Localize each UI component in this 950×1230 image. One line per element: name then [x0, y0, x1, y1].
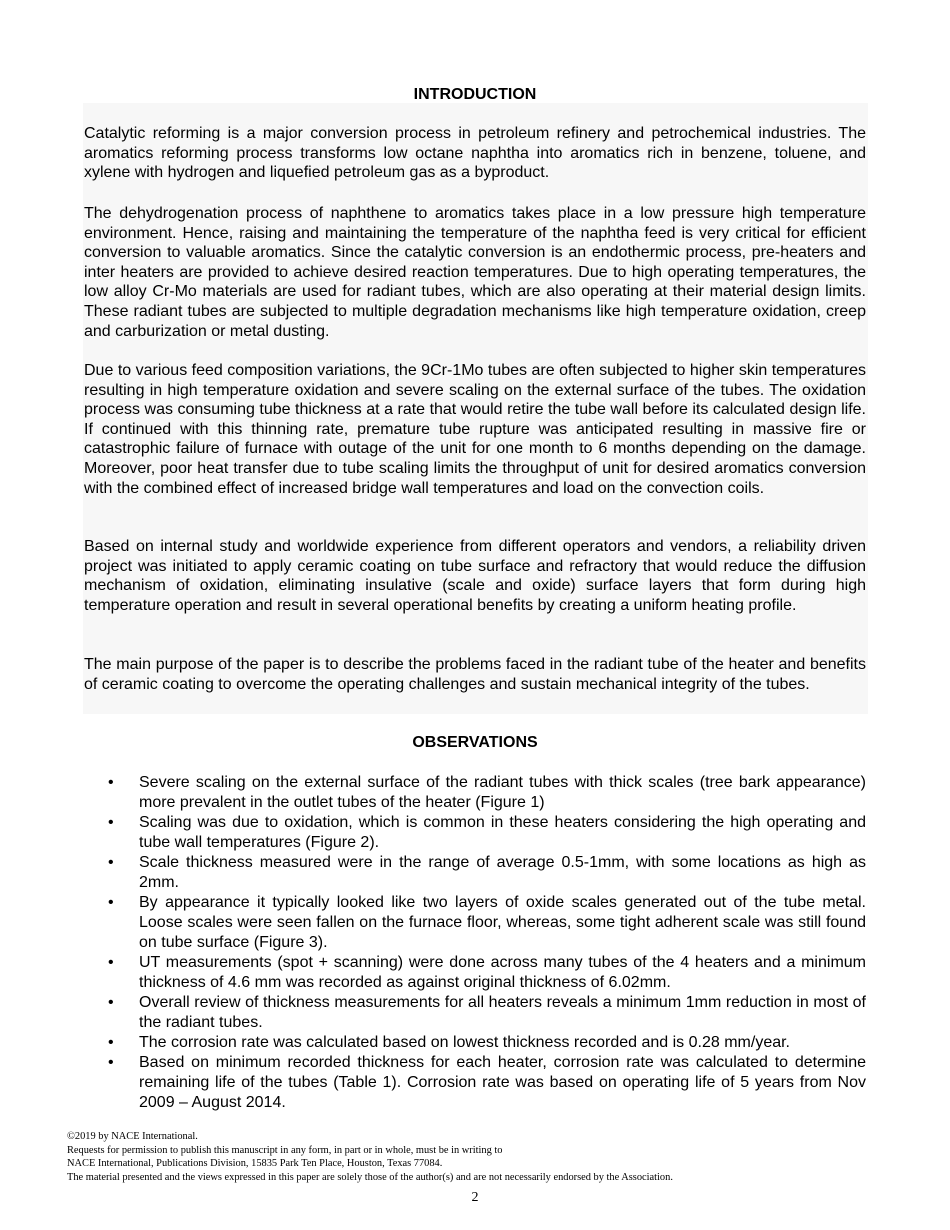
- bullet-icon: •: [108, 1054, 114, 1071]
- footer-address: NACE International, Publications Division, 15835 Park Ten Place, Houston, Texas 77084.: [67, 1158, 443, 1170]
- list-item: [108, 1053, 866, 1113]
- bullet-icon: •: [108, 994, 114, 1011]
- bullet-icon: •: [108, 774, 114, 791]
- bullet-icon: •: [108, 854, 114, 871]
- list-item-text: Severe scaling on the external surface of the radiant tubes with thick scales (tree bark appearance) more prevalent in the outlet tubes of the heater (Figure 1): [139, 774, 866, 811]
- intro-paragraph-2: The dehydrogenation process of naphthene to aromatics takes place in a low pressure high temperature environment. Hence, raising and maintaining the temperature of the naphtha feed is very critical for efficient conversion to valuable aromatics. Since the catalytic conversion is an endothermic process, pre-heaters and inter heaters are provided to achieve desired reaction temperatures. Due to high operating temperatures, the low alloy Cr-Mo materials are used for radiant tubes, which are also operating at their material design limits. These radiant tubes are subjected to multiple degradation mechanisms like high temperature oxidation, creep and carburization or metal dusting.: [84, 205, 866, 340]
- intro-paragraph-5: The main purpose of the paper is to describe the problems faced in the radiant tube of the heater and benefits of ceramic coating to overcome the operating challenges and sustain mechanical integrity of the tubes.: [84, 656, 866, 693]
- bullet-icon: •: [108, 814, 114, 831]
- footer-copyright: ©2019 by NACE International.: [67, 1131, 198, 1142]
- intro-paragraph-3: Due to various feed composition variations, the 9Cr-1Mo tubes are often subjected to higher skin temperatures resulting in high temperature oxidation and severe scaling on the external surface of the tubes. The oxidation process was consuming tube thickness at a rate that would retire the tube wall before its calculated design life. If continued with this thinning rate, premature tube rupture was anticipated resulting in massive fire or catastrophic failure of furnace with outage of the unit for one month to 6 months depending on the damage. Moreover, poor heat transfer due to tube scaling limits the throughput of unit for desired aromatics conversion with the combined effect of increased bridge wall temperatures and load on the convection coils.: [84, 362, 866, 497]
- page-footer: [67, 1130, 907, 1184]
- list-item-text: Scaling was due to oxidation, which is common in these heaters considering the high operating and tube wall temperatures (Figure 2).: [139, 814, 866, 851]
- list-item-text: Based on minimum recorded thickness for each heater, corrosion rate was calculated to determine remaining life of the tubes (Table 1). Corrosion rate was based on operating life of 5 years from Nov 2009 – August 2014.: [139, 1054, 866, 1111]
- list-item-text: UT measurements (spot + scanning) were done across many tubes of the 4 heaters and a minimum thickness of 4.6 mm was recorded as against original thickness of 6.02mm.: [139, 954, 866, 991]
- observations-heading: OBSERVATIONS: [412, 734, 538, 751]
- list-item: [108, 893, 866, 953]
- bullet-icon: •: [108, 1034, 114, 1051]
- intro-paragraph-4: Based on internal study and worldwide experience from different operators and vendors, a reliability driven project was initiated to apply ceramic coating on tube surface and refractory that would reduce the diffusion mechanism of oxidation, eliminating insulative (scale and oxide) surface layers that form during high temperature operation and result in several operational benefits by creating a uniform heating profile.: [84, 538, 866, 614]
- list-item-text: The corrosion rate was calculated based on lowest thickness recorded and is 0.28 mm/year.: [139, 1034, 790, 1051]
- page-number: 2: [471, 1190, 479, 1205]
- intro-paragraph-1: Catalytic reforming is a major conversion process in petroleum refinery and petrochemical industries. The aromatics reforming process transforms low octane naphtha into aromatics rich in benzene, toluene, and xylene with hydrogen and liquefied petroleum gas as a byproduct.: [84, 125, 866, 182]
- bullet-icon: •: [108, 894, 114, 911]
- list-item-text: By appearance it typically looked like two layers of oxide scales generated out of the tube metal. Loose scales were seen fallen on the furnace floor, whereas, some tight adherent scale was still found on tube surface (Figure 3).: [139, 894, 866, 951]
- list-item-text: Overall review of thickness measurements for all heaters reveals a minimum 1mm reduction in most of the radiant tubes.: [139, 994, 866, 1031]
- list-item: [108, 953, 866, 993]
- list-item: [108, 813, 866, 853]
- list-item: [108, 993, 866, 1033]
- list-item: [108, 1033, 866, 1053]
- list-item: [108, 853, 866, 893]
- list-item: [108, 773, 866, 813]
- observations-list: [108, 773, 866, 1113]
- introduction-heading: INTRODUCTION: [413, 86, 537, 103]
- list-item-text: Scale thickness measured were in the range of average 0.5-1mm, with some locations as high as 2mm.: [139, 854, 866, 891]
- footer-permission: Requests for permission to publish this manuscript in any form, in part or in whole, must be in writing to: [67, 1144, 503, 1156]
- bullet-icon: •: [108, 954, 114, 971]
- footer-disclaimer: The material presented and the views expressed in this paper are solely those of the author(s) and are not necessarily endorsed by the Association.: [67, 1171, 673, 1183]
